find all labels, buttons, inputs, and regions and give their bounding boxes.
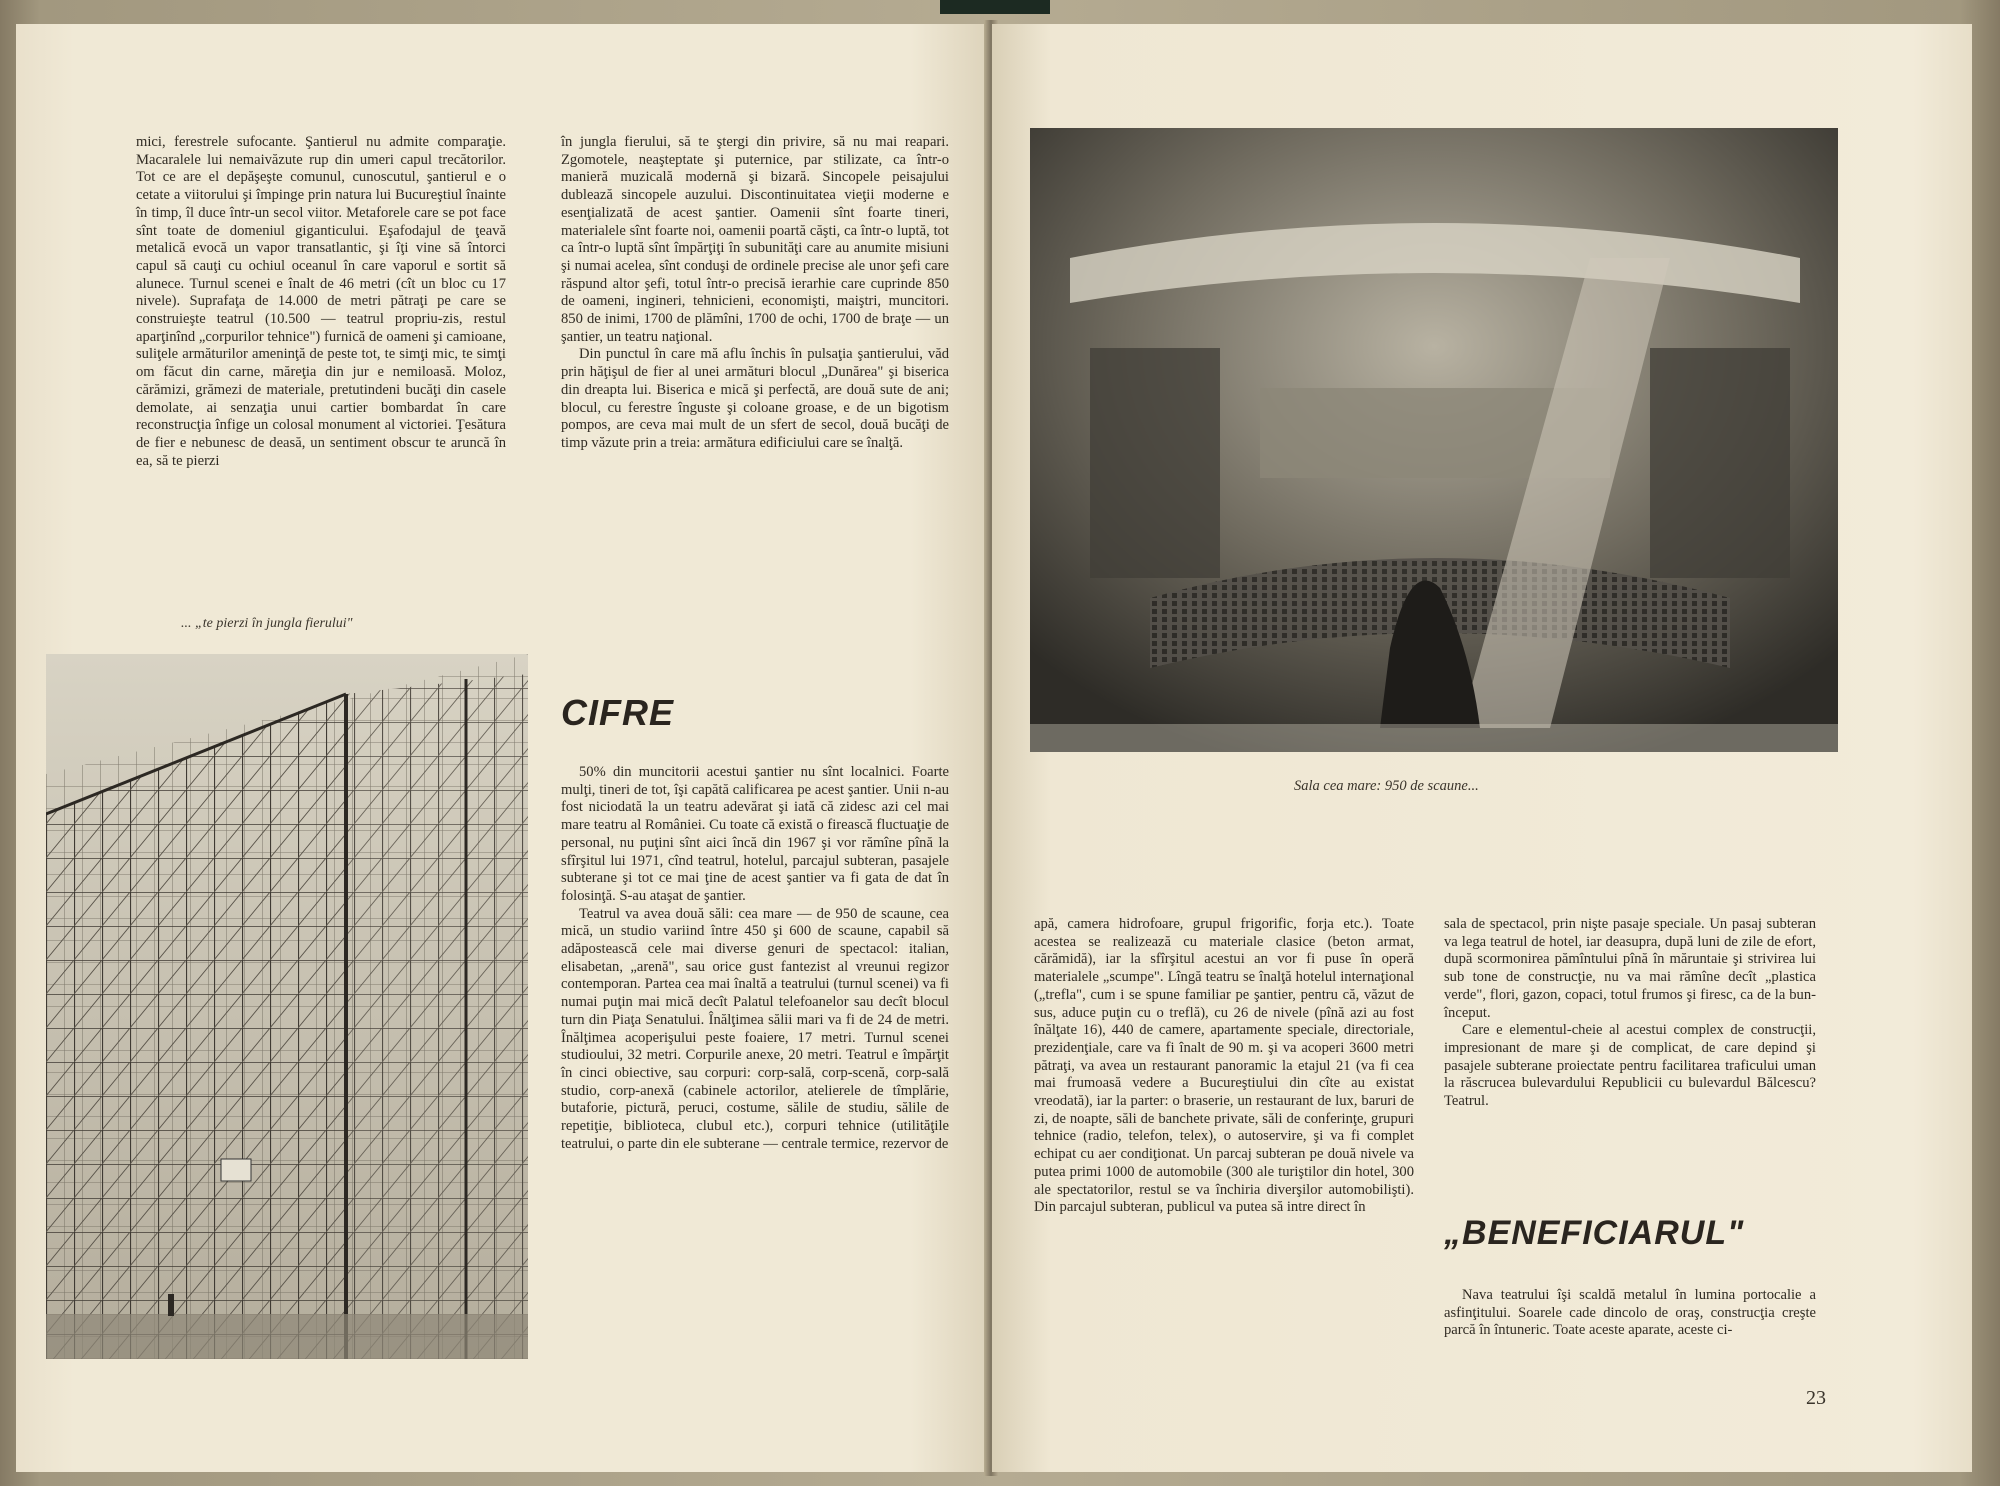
scaffolding-photo-caption: ... „te pierzi în jungla fierului" — [181, 616, 353, 631]
right-page — [992, 24, 1972, 1472]
left-page — [16, 24, 988, 1472]
paragraph: Din punctul în care mă aflu închis în pulsaţia şantierului, văd prin hăţişul de fier al unei armături blocul „Dunărea" şi biserica din dreapta lui. Biserica e mică şi perfectă, are două sute de ani; blocul, cu ferestre înguste şi coloane groase, e de un bigotism pompos, are ceva mai mult de un sfert de secol, două bucăţi de timp văzute prin a treia: armătura edificiului care se înalţă. — [561, 346, 949, 451]
cifre-heading: CIFRE — [561, 692, 674, 733]
theatre-hall-sketch — [1030, 128, 1838, 752]
paragraph: în jungla fierului, să te ştergi din privire, să nu mai reapari. Zgomotele, neaşteptate şi puternice, par stilizate, ca într-o manieră muzicală modernă şi bizară. Sincopele peisajului dublează sincopele auzului. Discontinuitatea vieţii moderne e esenţializată de acest şantier. Oamenii sînt foarte tineri, materialele sînt foarte noi, oamenii poartă căşti, ca într-o luptă, tot ca într-o luptă sînt împărţiţi în subunităţi care au anumite misiuni şi numai acelea, sînt conduşi de ordinele precise ale unor şefi care răspund altor şefi, totul într-o precisă ierarhie care cuprinde 850 de oameni, ingineri, tehnicieni, economişti, maiştri, muncitori. 850 de inimi, 1700 de plămîni, 1700 de ochi, 1700 de braţe — un şantier, un teatru naţional. — [561, 134, 949, 345]
left-page-column-2 — [561, 134, 949, 453]
paragraph: Nava teatrului îşi scaldă metalul în lumina portocalie a asfinţitului. Soarele cade dincolo de oraş, construcţia creşte parcă în întuneric. Toate aceste aparate, aceste ci- — [1444, 1287, 1816, 1339]
paragraph: Teatrul va avea două săli: cea mare — de 950 de scaune, cea mică, un studio variind între 450 şi 600 de scaune, capabil să adăpostească cele mai diverse genuri de spectacol: italian, elisabetan, „arenă", sau orice gust fantezist al vreunui regizor contemporan. Partea cea mai înaltă a teatrului (turnul scenei) va fi numai puţin mai mică decît Palatul telefoanelor sau decît blocul turn din Piaţa Senatului. Înălţimea sălii mari va fi de 24 de metri. Înălţimea acoperişului peste foaiere, 17 metri. Turnul scenei studioului, 32 metri. Corpurile anexe, 20 metri. Teatrul e împărţit în cinci obiective, sau corpuri: corp-sală, corp-scenă, corp-sală studio, corp-anexă (cabinele actorilor, atelierele de tîmplărie, butaforie, pictură, peruci, costume, sălile de studiu, sălile de repetiţie, biblioteca, clubul etc.), corpuri tehnice (utilităţile teatrului, o parte din ele subterane — centrale termice, rezervor de — [561, 905, 949, 1152]
beneficiarul-heading: „BENEFICIARUL" — [1444, 1214, 1745, 1252]
scaffolding-illustration — [46, 654, 528, 1359]
paragraph: Care e elementul-cheie al acestui complex de construcţii, impresionant de mare şi de complicat, de care depind şi pasajele subterane proiectate pentru facilitarea traficului uman la răscrucea bulevardului Republicii cu bulevardul Bălcescu? Teatrul. — [1444, 1022, 1816, 1110]
paragraph: apă, camera hidrofoare, grupul frigorific, forja etc.). Toate acestea se realizează cu materiale clasice (beton armat, cărămidă), iar la sfîrşitul acestui an vor fi puse în operă materialele „scumpe". Lîngă teatru se înalţă hotelul internaţional („trefla", cum i se spune familiar pe şantier, pentru că, văzut de sus, aduce puţin cu o treflă), cu 26 de nivele (pînă azi au fost înălţate 16), 440 de camere, apartamente speciale, directoriale, prezidenţiale, care va fi înalt de 90 m. şi va acoperi 3600 metri pătraţi, va avea un restaurant panoramic la etajul 21 (va fi cea mai frumoasă vedere a Bucureştiului din cîte au existat vreodată), iar la parter: o braserie, un restaurant de lux, baruri de zi, de noapte, săli de banchete private, săli de conferinţe, grupuri tehnice (radio, telefon, telex), o autoservire, şi va fi complet echipat cu aer condiţionat. Un parcaj subteran pe două nivele va putea primi 1000 de automobile (300 ale turiştilor din hotel, 300 ale spectatorilor, restul se va închiria diverşilor automobilişti). Din parcajul subteran, publicul va putea să intre direct în — [1034, 916, 1414, 1216]
cover-strip — [940, 0, 1050, 14]
paragraph: sala de spectacol, prin nişte pasaje speciale. Un pasaj subteran va lega teatrul de hotel, iar deasupra, după luni de zile de efort, după scormonirea pămîntului pînă în măruntaie şi strivirea lui sub tone de construcţie, nu va mai rămîne decît „plastica verde", flori, gazon, copaci, totul frumos şi firesc, ca de la bun-început. — [1444, 916, 1816, 1021]
paragraph: mici, ferestrele sufocante. Şantierul nu admite comparaţie. Macaralele lui nemaivăzute rup din umeri capul trecătorilor. Tot ce are el depăşeşte comunul, cunoscutul, şantierul e o cetate a viitorului şi împinge prin natura lui Bucureştiul înainte în timp, îl duce într-un secol viitor. Metaforele care se pot face sînt toate de domeniul giganticului. Eşafodajul de ţeavă metalică evocă un vapor transatlantic, şi îţi vine să întorci capul să cauţi cu ochiul oceanul în care vaporul e sortit să alunece. Turnul scenei e înalt de 46 metri (cît un bloc cu 17 nivele). Suprafaţa de 14.000 de metri pătraţi pe care se construieşte teatrul (10.500 — teatrul propriu-zis, restul aparţinînd „corpurilor tehnice") furnică de oameni şi camioane, suliţele armăturilor ameninţă de peste tot, te simţi mic, te simţi om făcut din carne, măreţia din jur e nemiloasă. Moloz, cărămizi, grămezi de materiale, pretutindeni bucăţi din casele demolate, ai senzaţia unui cartier bombardat în care reconstrucţia înfige un colosal monument al victoriei. Ţesătura de fier e nebunesc de deasă, un sentiment obscur te aruncă în ea, să te pierzi — [136, 134, 506, 469]
paragraph: 50% din muncitorii acestui şantier nu sînt localnici. Foarte mulţi, tineri de tot, îşi capătă calificarea pe acest şantier. Unii n-au fost niciodată la un teatru adevărat şi iată că zidesc azi cel mai mare teatru al României. Cu toate că există o firească fluctuaţie de personal, nu puţini sînt aici încă din 1967 şi vor rămîne pînă la sfîrşitul lui 1971, cînd teatrul, hotelul, parcajul subteran, pasajele subterane şi tot ce mai ţine de acest şantier va fi gata de dat în folosinţă. S-au ataşat de şantier. — [561, 764, 949, 904]
right-page-column-2 — [1444, 916, 1816, 1111]
beneficiarul-text — [1444, 1287, 1816, 1340]
page-number: 23 — [1806, 1387, 1826, 1409]
theatre-hall-illustration — [1030, 128, 1838, 752]
scaffolding-photo — [46, 654, 528, 1359]
right-page-column-1 — [1034, 916, 1414, 1217]
theatre-hall-caption: Sala cea mare: 950 de scaune... — [1294, 778, 1479, 794]
cifre-text — [561, 764, 949, 1153]
left-page-column-1 — [136, 134, 506, 470]
